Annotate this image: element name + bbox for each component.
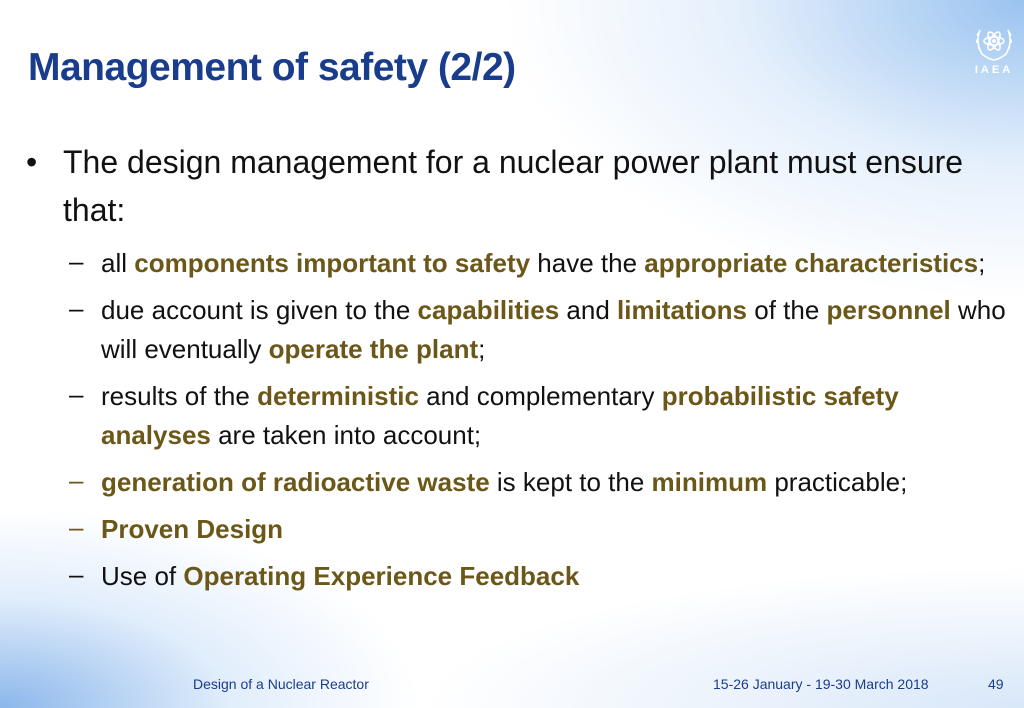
dash-marker-icon: – — [69, 465, 84, 495]
text-segment: Use of — [101, 561, 184, 591]
sub-bullet-list — [26, 244, 1011, 596]
sub-bullet-item — [26, 510, 1011, 549]
highlighted-term: deterministic — [257, 381, 419, 411]
text-segment: are taken into account; — [210, 420, 482, 450]
sub-bullet-item — [26, 244, 1011, 283]
slide-title: Management of safety (2/2) — [28, 46, 516, 89]
highlighted-term: limitations — [617, 295, 748, 325]
highlighted-term: Operating Experience Feedback — [183, 561, 580, 591]
dash-marker-icon: – — [69, 559, 84, 589]
sub-bullet-item — [26, 557, 1011, 596]
dash-marker-icon: – — [69, 246, 84, 276]
slide-content — [26, 138, 1011, 604]
sub-bullet-item — [26, 377, 1011, 455]
sub-bullet-item — [26, 463, 1011, 502]
sub-bullet-item — [26, 291, 1011, 369]
page-number: 49 — [988, 676, 1004, 692]
footer-date: 15-26 January - 19-30 March 2018 — [713, 676, 929, 692]
text-segment: and — [559, 295, 617, 325]
text-segment: of the — [747, 295, 827, 325]
dash-marker-icon: – — [69, 293, 84, 323]
text-segment: all — [101, 248, 135, 278]
text-segment: ; — [978, 248, 986, 278]
text-segment: have the — [530, 248, 645, 278]
text-segment: and complementary — [418, 381, 662, 411]
text-segment: results of the — [101, 381, 258, 411]
dash-marker-icon: – — [69, 379, 84, 409]
main-bullet-text: The design management for a nuclear power plant must ensure that: — [63, 144, 964, 228]
highlighted-term: minimum — [651, 467, 768, 497]
text-segment: ; — [478, 334, 486, 364]
highlighted-term: capabilities — [417, 295, 560, 325]
text-segment: practicable; — [767, 467, 908, 497]
highlighted-term: probabilistic safety analyses — [101, 381, 899, 450]
highlighted-term: operate the plant — [268, 334, 479, 364]
atom-laurel-icon — [972, 22, 1016, 62]
highlighted-term: Proven Design — [101, 514, 284, 544]
text-segment: is kept to the — [489, 467, 652, 497]
logo-text: IAEA — [974, 64, 1014, 76]
highlighted-term: generation of radioactive waste — [101, 467, 490, 497]
highlighted-term: components important to safety — [134, 248, 531, 278]
text-segment: who will eventually — [101, 295, 1006, 364]
text-segment: due account is given to the — [101, 295, 418, 325]
main-bullet — [26, 138, 1011, 234]
highlighted-term: appropriate characteristics — [644, 248, 979, 278]
iaea-logo — [966, 22, 1022, 82]
highlighted-term: personnel — [826, 295, 951, 325]
bullet-dot-icon: • — [26, 144, 38, 180]
footer-course: Design of a Nuclear Reactor — [193, 676, 369, 692]
dash-marker-icon: – — [69, 512, 84, 542]
